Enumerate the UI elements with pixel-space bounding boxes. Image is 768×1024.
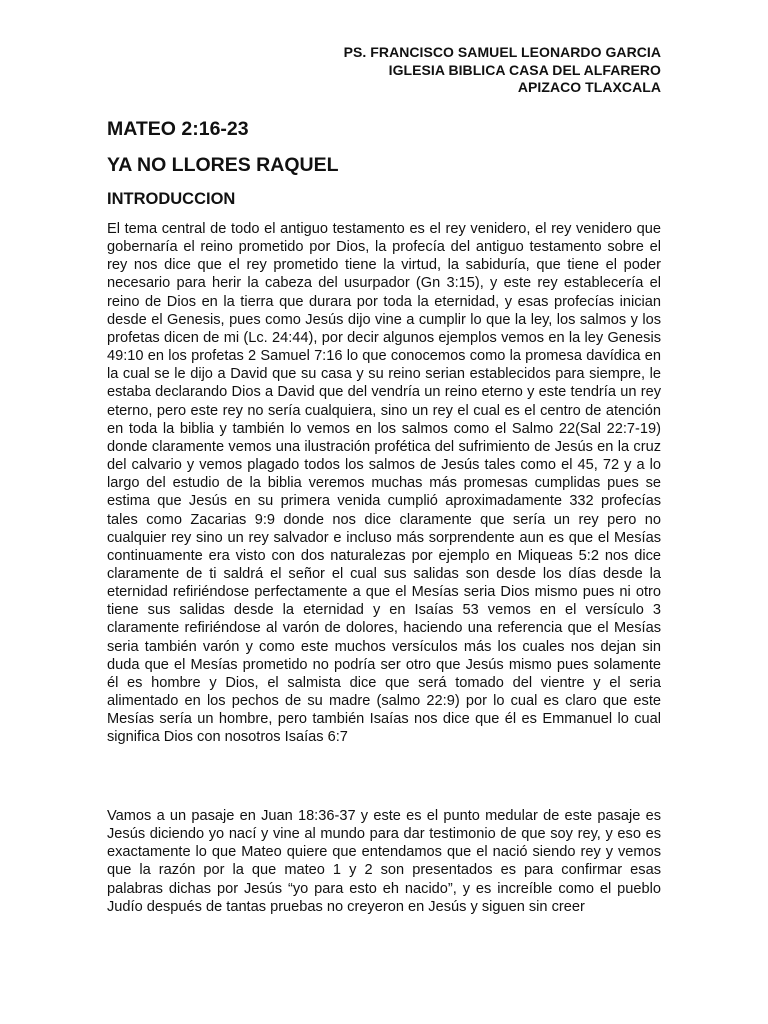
paragraph: Vamos a un pasaje en Juan 18:36-37 y este es el punto medular de este pasaje es Jesús diciendo yo nací y vine al mundo para dar testimonio de que soy rey, y eso es exactamente lo que Mateo quiere que entendamos que el nació siendo rey y vemos que la razón por la que mateo 1 y 2 son presentados es para confirmar esas palabras dichas por Jesús “yo para esto eh nacido”, y es increíble como el pueblo Judío después de tantas pruebas no creyeron en Jesús y siguen sin creer bbox=[107, 808, 661, 915]
section-heading: INTRODUCCION bbox=[107, 190, 236, 208]
author-name: PS. FRANCISCO SAMUEL LEONARDO GARCIA bbox=[343, 44, 661, 60]
document-header bbox=[344, 44, 661, 97]
scripture-reference: MATEO 2:16-23 bbox=[107, 118, 249, 140]
sermon-title: YA NO LLORES RAQUEL bbox=[107, 154, 339, 176]
church-location: APIZACO TLAXCALA bbox=[517, 79, 661, 95]
church-name: IGLESIA BIBLICA CASA DEL ALFARERO bbox=[388, 61, 661, 78]
paragraph: El tema central de todo el antiguo testamento es el rey venidero, el rey venidero que gobernaría el reino prometido por Dios, la profecía del antiguo testamento sobre el rey nos dice que el rey prometido tiene la virtud, la sabiduría, que tiene el poder necesario para herir la cabeza del usurpador (Gn 3:15), y este rey establecería el reino de Dios en la tierra que durara por toda la eternidad, y esas profecías inician desde el Genesis, pues como Jesús dijo vine a cumplir lo que la ley, los salmos y los profetas dicen de mi (Lc. 24:44), por decir algunos ejemplos vemos en la ley Genesis 49:10 en los profetas 2 Samuel 7:16 lo que conocemos como la promesa davídica en la cual se le dijo a David que su casa y su reino serian establecidos para siempre, le estaba declarando Dios a David que del vendría un reino eterno y este tendría un rey eterno, pero este rey no sería cualquiera, sino un rey el cual es el centro de atención en toda la biblia y también lo vemos en los salmos como el Salmo 22(Sal 22:7-19) donde claramente vemos una ilustración profética del sufrimiento de Jesús en la cruz del calvario y vemos plagado todos los salmos de Jesús tales como el 45, 72 y a lo largo del estudio de la biblia veremos muchas más promesas cumplidas pues se estima que Jesús en su primera venida cumplió aproximadamente 332 profecías tales como Zacarias 9:9 donde nos dice claramente que sería un rey pero no cualquier rey sino un rey salvador e incluso más sorprendente aun es que el Mesías continuamente era visto con dos naturalezas por ejemplo en Miqueas 5:2 nos dice claramente de ti saldrá el señor el cual sus salidas son desde los días desde la eternidad refiriéndose perfectamente a que el Mesías seria Dios mismo pues ni otro tiene sus salidas desde la eternidad y en Isaías 53 vemos en el versículo 3 claramente refiriéndose al varón de dolores, haciendo una referencia que el Mesías seria también varón y como este muchos versículos más los cuales nos dejan sin duda que el Mesías prometido no podría ser otro que Jesús mismo pues solamente él es hombre y Dios, el salmista dice que será tomado del vientre y el seria alimentado en los pechos de su madre (salmo 22:9) por lo cual es claro que este Mesías sería un hombre, pero también Isaías nos dice que él es Emmanuel lo cual significa Dios con nosotros Isaías 6:7 bbox=[107, 221, 661, 746]
